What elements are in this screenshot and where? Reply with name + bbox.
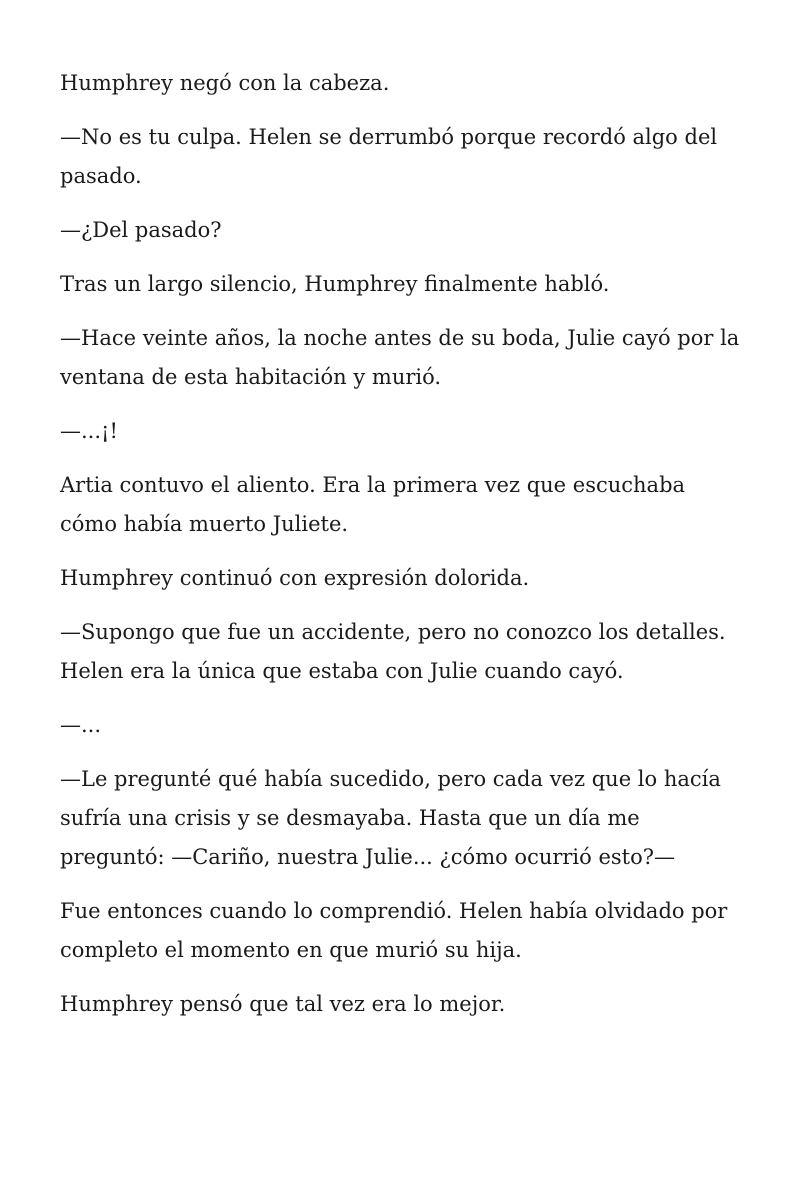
paragraph: Tras un largo silencio, Humphrey finalmente habló.: [60, 272, 610, 296]
paragraph: Humphrey pensó que tal vez era lo mejor.: [60, 992, 506, 1016]
paragraph: Humphrey continuó con expresión dolorida.: [60, 566, 530, 590]
paragraph: —...: [60, 713, 102, 737]
paragraph: —Supongo que fue un accidente, pero no conozco los detalles. Helen era la única que estaba con Julie cuando cayó.: [60, 620, 726, 683]
paragraph: Fue entonces cuando lo comprendió. Helen había olvidado por completo el momento en que murió su hija.: [60, 899, 728, 962]
paragraph: —Le pregunté qué había sucedido, pero cada vez que lo hacía sufría una crisis y se desmayaba. Hasta que un día me preguntó: —Cariño, nuestra Julie... ¿cómo ocurrió esto?—: [60, 767, 721, 869]
paragraph: —¿Del pasado?: [60, 218, 222, 242]
paragraph: —Hace veinte años, la noche antes de su boda, Julie cayó por la ventana de esta habitación y murió.: [60, 326, 740, 389]
paragraph: Artia contuvo el aliento. Era la primera vez que escuchaba cómo había muerto Juliete.: [60, 473, 686, 536]
paragraph: Humphrey negó con la cabeza.: [60, 71, 390, 95]
paragraph: —...¡!: [60, 419, 118, 443]
paragraph: —No es tu culpa. Helen se derrumbó porque recordó algo del pasado.: [60, 125, 718, 188]
